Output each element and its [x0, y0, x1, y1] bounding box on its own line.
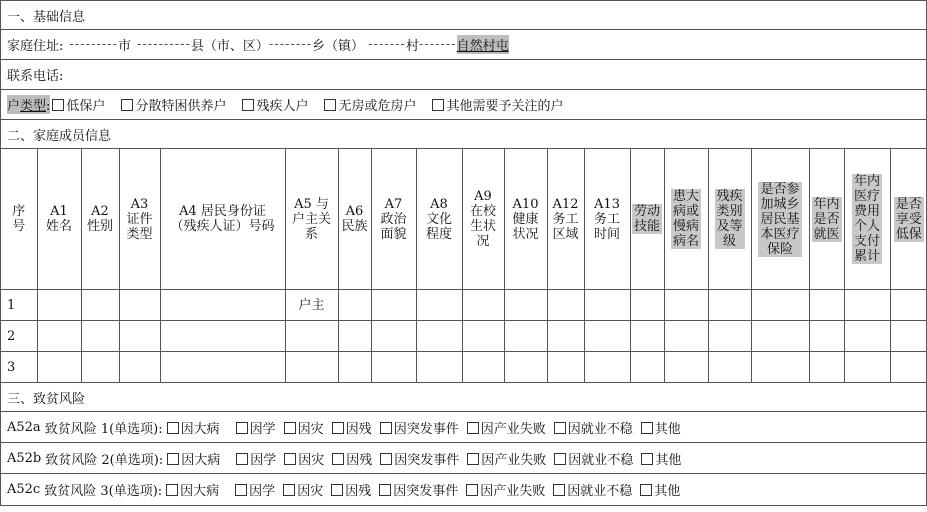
risk-option[interactable]: 因产业失败 [467, 418, 546, 437]
risk-option[interactable]: 因就业不稳 [554, 449, 633, 468]
risk-option[interactable]: 因灾 [283, 480, 323, 499]
table-cell[interactable] [751, 321, 809, 352]
section-basic-info-title: 一、基础信息 [1, 1, 926, 30]
col-header-subsistence: 是否享受低保 [890, 149, 927, 290]
checkbox[interactable] [553, 484, 565, 496]
city-label: 市 [117, 39, 131, 54]
risk-code: A52b [7, 450, 42, 466]
col-header-health: A10 健康状况 [504, 149, 547, 290]
checkbox[interactable] [331, 484, 343, 496]
table-cell[interactable] [664, 290, 708, 321]
members-table [1, 149, 927, 383]
checkbox[interactable] [380, 422, 392, 434]
city-blank[interactable]: --------- [69, 37, 118, 52]
checkbox[interactable] [380, 453, 392, 465]
table-cell[interactable] [809, 352, 844, 383]
checkbox[interactable] [167, 422, 179, 434]
checkbox[interactable] [284, 453, 296, 465]
table-cell[interactable] [890, 352, 927, 383]
risk-label: 致贫风险 1(单选项): [44, 421, 163, 437]
table-cell[interactable] [504, 352, 547, 383]
table-cell[interactable] [119, 321, 160, 352]
table-row [1, 321, 927, 352]
checkbox[interactable] [641, 453, 653, 465]
risk-label: 致贫风险 3(单选项): [44, 484, 163, 499]
phone-row [1, 60, 926, 90]
checkbox[interactable] [466, 484, 478, 496]
table-cell[interactable] [504, 290, 547, 321]
col-header-ethnicity: A6 民族 [338, 149, 371, 290]
address-label: 家庭住址: [7, 39, 64, 54]
col-header-political: A7 政治面貌 [371, 149, 416, 290]
table-cell[interactable] [462, 290, 504, 321]
table-cell[interactable] [37, 290, 81, 321]
col-header-student: A9 在校生状况 [462, 149, 504, 290]
household-type-option[interactable]: 无房或危房户 [324, 99, 416, 114]
risk-option[interactable]: 因突发事件 [379, 480, 458, 499]
table-cell[interactable] [844, 290, 890, 321]
table-cell[interactable] [708, 290, 751, 321]
household-type-option[interactable]: 残疾人户 [242, 99, 308, 114]
table-cell[interactable] [338, 352, 371, 383]
row-index: 1 [1, 290, 37, 321]
risk-option[interactable]: 因学 [235, 480, 275, 499]
poverty-risk-row [1, 474, 926, 505]
risk-option[interactable]: 因突发事件 [380, 418, 459, 437]
table-cell[interactable] [630, 321, 664, 352]
table-cell[interactable] [371, 290, 416, 321]
checkbox[interactable] [324, 99, 336, 111]
members-table-body [1, 290, 927, 383]
risk-option[interactable]: 因灾 [284, 449, 324, 468]
table-cell[interactable] [547, 352, 584, 383]
checkbox[interactable] [236, 453, 248, 465]
natural-village-label: 自然村屯 [457, 35, 509, 54]
village-label: 村 [405, 39, 419, 54]
table-cell[interactable] [37, 352, 81, 383]
table-cell[interactable] [160, 321, 285, 352]
table-cell[interactable] [462, 352, 504, 383]
checkbox[interactable] [467, 453, 479, 465]
poverty-risk-row [1, 412, 926, 443]
relation-cell[interactable] [285, 352, 338, 383]
col-header-gender: A2 性别 [81, 149, 119, 290]
col-header-id-type: A3 证件类型 [119, 149, 160, 290]
checkbox[interactable] [166, 484, 178, 496]
county-blank[interactable]: ---------- [136, 37, 191, 52]
risk-label: 致贫风险 2(单选项): [45, 452, 164, 468]
table-cell[interactable] [37, 321, 81, 352]
table-cell[interactable] [160, 290, 285, 321]
table-cell[interactable] [462, 321, 504, 352]
col-header-medical-cost: 年内医疗费用个人支付累计 [844, 149, 890, 290]
risk-option[interactable]: 因大病 [166, 480, 219, 499]
table-cell[interactable] [416, 321, 462, 352]
checkbox[interactable] [52, 99, 64, 111]
checkbox[interactable] [236, 422, 248, 434]
risk-option[interactable]: 因突发事件 [380, 449, 459, 468]
checkbox[interactable] [379, 484, 391, 496]
checkbox[interactable] [167, 453, 179, 465]
col-header-illness: 患大病或慢病病名 [664, 149, 708, 290]
table-cell[interactable] [664, 321, 708, 352]
table-cell[interactable] [160, 352, 285, 383]
risk-option[interactable]: 因学 [236, 418, 276, 437]
poverty-risk-row [1, 443, 926, 474]
table-row [1, 290, 927, 321]
checkbox[interactable] [284, 422, 296, 434]
table-cell[interactable] [119, 352, 160, 383]
checkbox[interactable] [121, 99, 133, 111]
table-cell[interactable] [81, 290, 119, 321]
risk-option[interactable]: 其他 [641, 418, 681, 437]
table-cell[interactable] [547, 321, 584, 352]
col-header-medical-visit: 年内是否就医 [809, 149, 844, 290]
poverty-risk-rows [1, 412, 926, 505]
checkbox[interactable] [554, 422, 566, 434]
checkbox[interactable] [332, 453, 344, 465]
table-cell[interactable] [584, 290, 630, 321]
risk-option[interactable]: 因产业失败 [467, 449, 546, 468]
table-cell[interactable] [371, 321, 416, 352]
col-header-disability: 残疾类别及等级 [708, 149, 751, 290]
col-header-relation: A5 与户主关系 [285, 149, 338, 290]
table-cell[interactable] [119, 290, 160, 321]
risk-option[interactable]: 因残 [331, 480, 371, 499]
table-cell[interactable] [416, 352, 462, 383]
checkbox[interactable] [467, 422, 479, 434]
table-cell[interactable] [371, 352, 416, 383]
row-index: 3 [1, 352, 37, 383]
table-cell[interactable] [708, 321, 751, 352]
checkbox[interactable] [242, 99, 254, 111]
table-cell[interactable] [584, 321, 630, 352]
table-row [1, 352, 927, 383]
col-header-work-area: A12 务工区域 [547, 149, 584, 290]
col-header-labor-skill: 劳动技能 [630, 149, 664, 290]
risk-option[interactable]: 因就业不稳 [554, 418, 633, 437]
natural-village-blank[interactable]: ------- [418, 37, 457, 52]
checkbox[interactable] [432, 99, 444, 111]
col-header-education: A8 文化程度 [416, 149, 462, 290]
col-header-work-time: A13 务工时间 [584, 149, 630, 290]
checkbox[interactable] [641, 422, 653, 434]
checkbox[interactable] [332, 422, 344, 434]
table-cell[interactable] [751, 290, 809, 321]
risk-option[interactable]: 因残 [332, 418, 372, 437]
household-type-option[interactable]: 其他需要予关注的户 [432, 99, 563, 114]
risk-code: A52a [7, 419, 41, 435]
relation-cell[interactable]: 户主 [285, 290, 338, 321]
checkbox[interactable] [235, 484, 247, 496]
phone-label: 联系电话: [7, 69, 64, 84]
table-cell[interactable] [844, 352, 890, 383]
table-cell[interactable] [890, 321, 927, 352]
table-cell[interactable] [630, 290, 664, 321]
table-cell[interactable] [751, 352, 809, 383]
checkbox[interactable] [554, 453, 566, 465]
table-cell[interactable] [338, 290, 371, 321]
table-cell[interactable] [708, 352, 751, 383]
table-cell[interactable] [504, 321, 547, 352]
risk-code: A52c [7, 482, 41, 497]
risk-option[interactable]: 其他 [640, 480, 680, 499]
table-cell[interactable] [890, 290, 927, 321]
risk-option[interactable]: 因学 [236, 449, 276, 468]
table-cell[interactable] [338, 321, 371, 352]
table-cell[interactable] [630, 352, 664, 383]
col-header-id-number: A4 居民身份证（残疾人证）号码 [160, 149, 285, 290]
risk-option[interactable]: 因产业失败 [466, 480, 545, 499]
town-label: 乡（镇） [312, 39, 365, 54]
table-cell[interactable] [547, 290, 584, 321]
table-cell[interactable] [809, 290, 844, 321]
section-poverty-risk-title: 三、致贫风险 [1, 383, 926, 412]
row-index: 2 [1, 321, 37, 352]
table-cell[interactable] [664, 352, 708, 383]
col-header-index: 序号 [1, 149, 37, 290]
county-label: 县（市、区） [190, 39, 269, 54]
table-cell[interactable] [81, 352, 119, 383]
household-type-row [1, 90, 926, 120]
checkbox[interactable] [283, 484, 295, 496]
section-members-title: 二、家庭成员信息 [1, 120, 926, 149]
col-header-name: A1 姓名 [37, 149, 81, 290]
relation-cell[interactable] [285, 321, 338, 352]
household-type-option[interactable]: 低保户 [52, 99, 105, 114]
village-blank[interactable]: ------- [368, 37, 406, 52]
household-type-options [52, 95, 563, 114]
address-row [1, 30, 926, 60]
risk-option[interactable]: 其他 [641, 449, 681, 468]
table-cell[interactable] [844, 321, 890, 352]
town-blank[interactable]: -------- [268, 37, 313, 52]
risk-option[interactable]: 因就业不稳 [553, 480, 632, 499]
table-cell[interactable] [809, 321, 844, 352]
members-header-row [1, 149, 927, 290]
risk-option[interactable]: 因大病 [167, 449, 220, 468]
risk-option[interactable]: 因灾 [284, 418, 324, 437]
checkbox[interactable] [640, 484, 652, 496]
col-header-insurance: 是否参加城乡居民基本医疗保险 [751, 149, 809, 290]
table-cell[interactable] [584, 352, 630, 383]
risk-option[interactable]: 因大病 [167, 418, 220, 437]
table-cell[interactable] [81, 321, 119, 352]
household-type-label: 户类型: [7, 95, 50, 114]
table-cell[interactable] [416, 290, 462, 321]
risk-option[interactable]: 因残 [332, 449, 372, 468]
household-type-option[interactable]: 分散特困供养户 [121, 99, 226, 114]
